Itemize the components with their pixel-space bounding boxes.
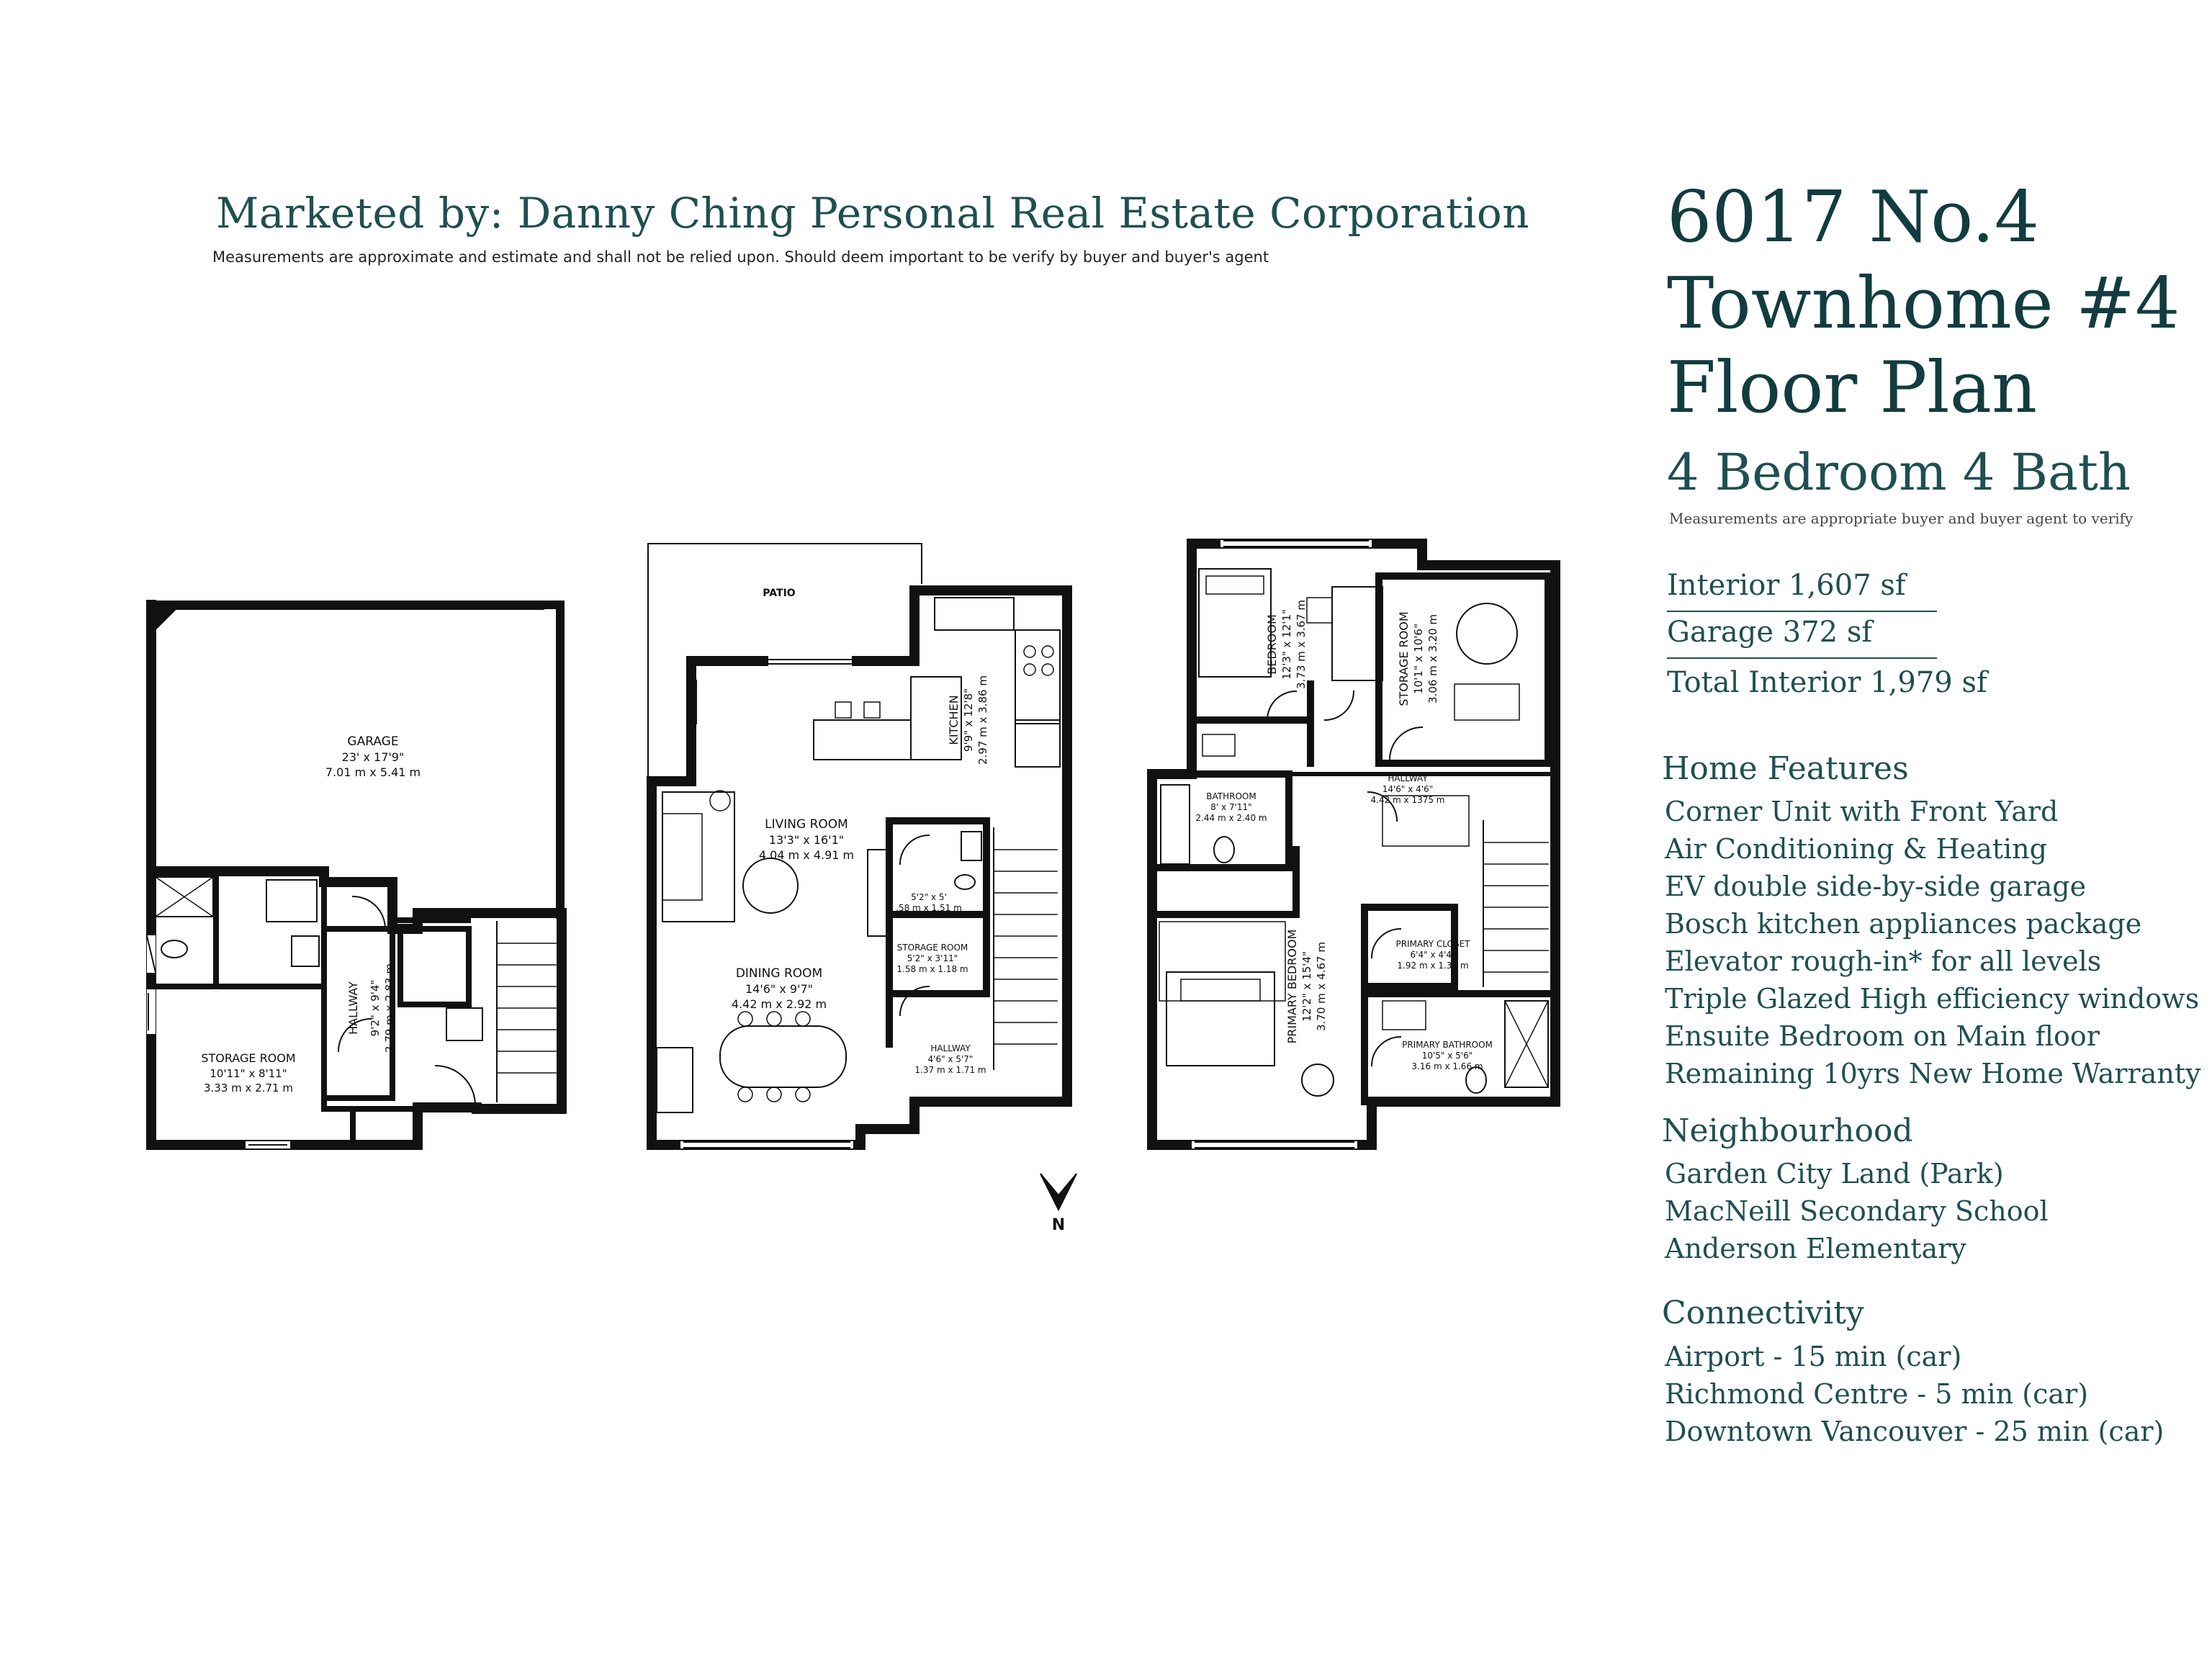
title-unit: Townhome #4 [1667, 263, 2180, 345]
upper-storage-metric: 3.06 m x 3.20 m [1426, 614, 1439, 703]
bathroom-imperial: 8' x 7'11" [1210, 802, 1252, 812]
bathroom-name: BATHROOM [1206, 791, 1256, 801]
title-floor-plan: Floor Plan [1667, 347, 2038, 429]
feature-item: Corner Unit with Front Yard [1665, 796, 2059, 827]
feature-item: Elevator rough-in* for all levels [1665, 945, 2102, 977]
connectivity-heading: Connectivity [1662, 1295, 1864, 1331]
living-room-metric: 4.04 m x 4.91 m [758, 848, 855, 862]
primary-bedroom-imperial: 12'2" x 15'4" [1300, 951, 1313, 1022]
dining-room-metric: 4.42 m x 2.92 m [731, 997, 827, 1011]
garage-imperial: 23' x 17'9" [341, 750, 405, 764]
area-interior: Interior 1,607 sf [1667, 569, 1906, 602]
dining-room-imperial: 14'6" x 9'7" [745, 982, 814, 996]
main-hallway-name: HALLWAY [930, 1043, 971, 1053]
feature-item: Ensuite Bedroom on Main floor [1665, 1020, 2100, 1052]
patio-label: PATIO [763, 588, 796, 599]
main-hallway-metric: 1.37 m x 1.71 m [914, 1065, 986, 1075]
feature-item: Bosch kitchen appliances package [1665, 908, 2142, 940]
bedroom-metric: 3.73 m x 3.67 m [1295, 600, 1308, 689]
upper-hallway-name: HALLWAY [1388, 773, 1428, 783]
primary-bathroom-metric: 3.16 m x 1.66 m [1411, 1061, 1483, 1071]
measurement-disclaimer: Measurements are approximate and estimate and shall not be relied upon. Should deem important to be verify by buyer and buyer's agent [212, 248, 1269, 266]
main-hallway-imperial: 4'6" x 5'7" [927, 1054, 974, 1064]
main-storage-metric: 1.58 m x 1.18 m [896, 964, 968, 974]
feature-item: Air Conditioning & Heating [1665, 833, 2047, 865]
marketed-by-heading: Marketed by: Danny Ching Personal Real Estate Corporation [216, 189, 1530, 238]
kitchen-metric: 2.97 m x 3.86 m [976, 675, 989, 765]
lower-hallway-name: HALLWAY [346, 981, 360, 1035]
primary-bedroom-metric: 3.70 m x 4.67 m [1315, 942, 1328, 1031]
north-label: N [1051, 1216, 1066, 1234]
primary-bathroom-name: PRIMARY BATHROOM [1402, 1040, 1493, 1050]
garage-name: GARAGE [347, 734, 399, 749]
bedroom-name: BEDROOM [1265, 614, 1279, 675]
area-garage: Garage 372 sf [1667, 616, 1873, 649]
dining-room-name: DINING ROOM [735, 966, 823, 981]
primary-closet-imperial: 6'4" x 4'4" [1410, 950, 1456, 960]
garage-metric: 7.01 m x 5.41 m [325, 765, 421, 779]
neighbourhood-item: MacNeill Secondary School [1665, 1195, 2049, 1227]
powder-metric: .58 m x 1.51 m [896, 903, 962, 913]
primary-bedroom-name: PRIMARY BEDROOM [1285, 929, 1299, 1044]
feature-item: Remaining 10yrs New Home Warranty [1665, 1058, 2201, 1089]
neighbourhood-heading: Neighbourhood [1662, 1112, 1913, 1149]
connectivity-item: Richmond Centre - 5 min (car) [1665, 1378, 2089, 1410]
upper-hallway-imperial: 14'6" x 4'6" [1382, 784, 1434, 794]
lower-storage-imperial: 10'11" x 8'11" [210, 1067, 287, 1080]
lower-hallway-imperial: 9'2" x 9'4" [369, 979, 382, 1037]
feature-item: EV double side-by-side garage [1665, 871, 2087, 902]
upper-storage-imperial: 10'1" x 10'6" [1412, 624, 1425, 694]
neighbourhood-item: Garden City Land (Park) [1665, 1158, 2004, 1190]
lower-hallway-metric: 2.79 m x 2.83 m [383, 963, 396, 1053]
lower-storage-name: STORAGE ROOM [201, 1051, 296, 1065]
lower-storage-metric: 3.33 m x 2.71 m [204, 1082, 293, 1094]
bedroom-imperial: 12'3" x 12'1" [1280, 609, 1293, 680]
home-features-heading: Home Features [1662, 750, 1909, 787]
kitchen-imperial: 9'9" x 12'8" [962, 688, 975, 752]
area-total: Total Interior 1,979 sf [1667, 666, 1987, 699]
bed-bath-subtitle: 4 Bedroom 4 Bath [1667, 443, 2131, 502]
title-address: 6017 No.4 [1667, 176, 2040, 258]
living-room-name: LIVING ROOM [765, 817, 848, 832]
upper-hallway-metric: 4.42 m x 1375 m [1370, 795, 1445, 805]
connectivity-item: Downtown Vancouver - 25 min (car) [1665, 1416, 2164, 1447]
upper-storage-name: STORAGE ROOM [1397, 611, 1411, 706]
feature-item: Triple Glazed High efficiency windows [1665, 983, 2200, 1015]
upper-level-plan [1152, 541, 1555, 1148]
connectivity-item: Airport - 15 min (car) [1665, 1341, 1962, 1372]
main-storage-name: STORAGE ROOM [896, 943, 968, 953]
north-arrow-icon [1040, 1174, 1076, 1210]
kitchen-name: KITCHEN [947, 695, 961, 745]
primary-closet-name: PRIMARY CLOSET [1395, 939, 1470, 949]
living-room-imperial: 13'3" x 16'1" [768, 833, 845, 847]
powder-imperial: 5'2" x 5' [911, 892, 947, 902]
bathroom-metric: 2.44 m x 2.40 m [1195, 813, 1267, 823]
main-level-plan [648, 544, 1067, 1148]
primary-closet-metric: 1.92 m x 1.31 m [1397, 961, 1469, 971]
primary-bathroom-imperial: 10'5" x 5'6" [1421, 1051, 1473, 1061]
subtitle-note: Measurements are appropriate buyer and buyer agent to verify [1669, 510, 2134, 527]
main-storage-imperial: 5'2" x 3'11" [907, 953, 958, 963]
neighbourhood-item: Anderson Elementary [1665, 1233, 1966, 1264]
